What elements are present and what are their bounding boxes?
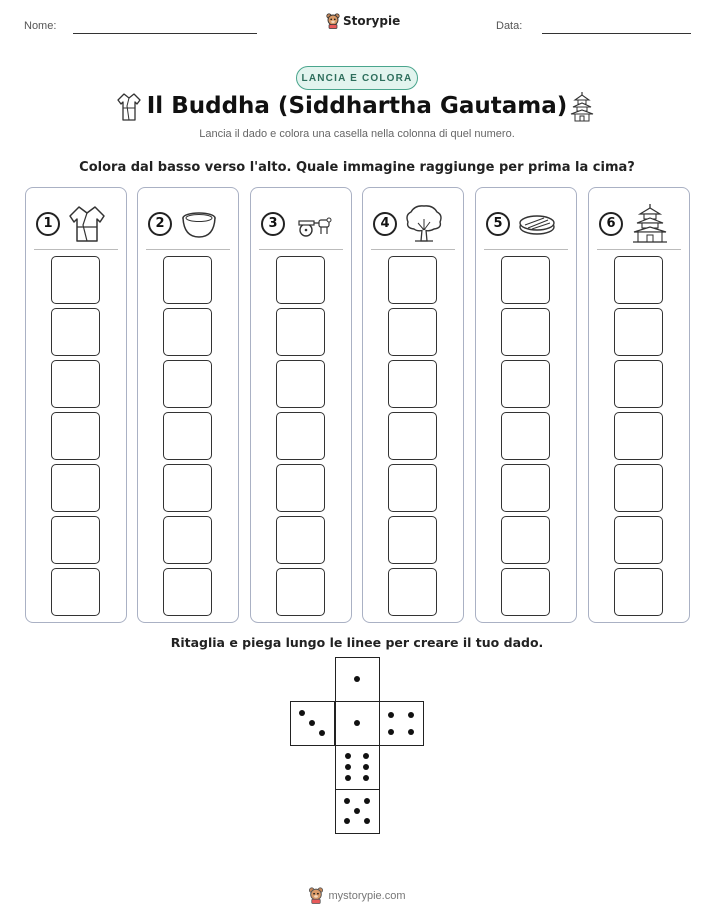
dice-face-1 [335,657,380,702]
brand-name: Storypie [343,14,401,28]
color-cell[interactable] [501,308,550,356]
color-cell[interactable] [276,256,325,304]
dice-face-6 [335,745,380,790]
color-cell[interactable] [276,412,325,460]
robe-icon [66,203,108,245]
color-cell[interactable] [388,516,437,564]
dice-pip [354,720,360,726]
color-cell[interactable] [276,464,325,512]
column-number: 4 [373,212,397,236]
dice-pip [363,775,369,781]
cell-stack [276,256,325,620]
dice-pip [319,730,325,736]
cell-stack [614,256,663,620]
color-cell[interactable] [614,464,663,512]
dice-pip [345,753,351,759]
color-cell[interactable] [163,464,212,512]
column-1 [25,187,127,623]
dice-pip [345,775,351,781]
column-header [259,198,343,250]
color-cell[interactable] [163,568,212,616]
date-line[interactable] [542,33,691,34]
color-cell[interactable] [388,360,437,408]
bear-logo-icon [308,887,324,904]
color-cell[interactable] [614,360,663,408]
column-4 [362,187,464,623]
dice-face-5 [335,789,380,834]
activity-badge: LANCIA E COLORA [296,66,418,90]
color-cell[interactable] [388,412,437,460]
name-line[interactable] [73,33,257,34]
color-cell[interactable] [276,568,325,616]
color-cell[interactable] [388,568,437,616]
bowl-icon [178,203,220,245]
column-3 [250,187,352,623]
color-cell[interactable] [276,516,325,564]
color-cell[interactable] [388,308,437,356]
color-cell[interactable] [163,308,212,356]
name-label: Nome: [24,20,57,32]
color-cell[interactable] [501,412,550,460]
dice-pip [354,676,360,682]
cushion-icon [516,203,558,245]
dice-pip [344,818,350,824]
column-5 [475,187,577,623]
instruction: Colora dal basso verso l'alto. Quale immagine raggiunge per prima la cima? [79,160,635,175]
column-header [146,198,230,250]
color-cell[interactable] [276,308,325,356]
color-cell[interactable] [51,412,100,460]
color-cell[interactable] [501,568,550,616]
cell-stack [501,256,550,620]
cut-instruction: Ritaglia e piega lungo le linee per creare il tuo dado. [170,635,544,650]
dice-pip [408,712,414,718]
dice-pip [363,753,369,759]
column-6 [588,187,690,623]
color-cell[interactable] [51,308,100,356]
bodhi-tree-icon [403,203,445,245]
color-cell[interactable] [51,256,100,304]
color-cell[interactable] [163,516,212,564]
color-cell[interactable] [388,464,437,512]
color-cell[interactable] [501,360,550,408]
pagoda-icon [569,92,595,122]
color-cell[interactable] [163,412,212,460]
dice-face-3 [290,701,335,746]
color-cell[interactable] [501,256,550,304]
color-cell[interactable] [51,360,100,408]
color-cell[interactable] [51,516,100,564]
color-cell[interactable] [163,256,212,304]
column-number: 5 [486,212,510,236]
footer [0,887,714,904]
color-cell[interactable] [614,516,663,564]
dice-pip [309,720,315,726]
dice-pip [354,808,360,814]
column-number: 3 [261,212,285,236]
dice-face-4 [379,701,424,746]
column-header [371,198,455,250]
color-cell[interactable] [501,464,550,512]
column-2 [137,187,239,623]
dice-pip [388,729,394,735]
subtitle: Lancia il dado e colora una casella nella colonna di quel numero. [199,128,515,140]
color-cell[interactable] [501,516,550,564]
date-label: Data: [496,20,523,32]
dice-pip [344,798,350,804]
color-cell[interactable] [163,360,212,408]
bear-logo-icon [326,13,340,29]
brand-logo [326,13,400,29]
pagoda-icon [629,203,671,245]
column-header [597,198,681,250]
column-number: 1 [36,212,60,236]
dice-pip [345,764,351,770]
dice-pip [299,710,305,716]
dice-pip [364,798,370,804]
footer-url[interactable]: mystorypie.com [328,889,406,902]
color-cell[interactable] [614,256,663,304]
cell-stack [51,256,100,620]
color-cell[interactable] [388,256,437,304]
dice-face-1 [335,701,380,746]
column-header [34,198,118,250]
color-cell[interactable] [614,568,663,616]
color-cell[interactable] [614,412,663,460]
column-header [484,198,568,250]
color-cell[interactable] [614,308,663,356]
color-cell[interactable] [276,360,325,408]
cell-stack [163,256,212,620]
color-cell[interactable] [51,568,100,616]
page-title: Il Buddha (Siddhartha Gautama) [146,93,568,119]
oxcart-icon [291,203,333,245]
column-number: 6 [599,212,623,236]
cell-stack [388,256,437,620]
dice-pip [363,764,369,770]
column-number: 2 [148,212,172,236]
dice-pip [364,818,370,824]
dice-pip [408,729,414,735]
color-cell[interactable] [51,464,100,512]
dice-pip [388,712,394,718]
